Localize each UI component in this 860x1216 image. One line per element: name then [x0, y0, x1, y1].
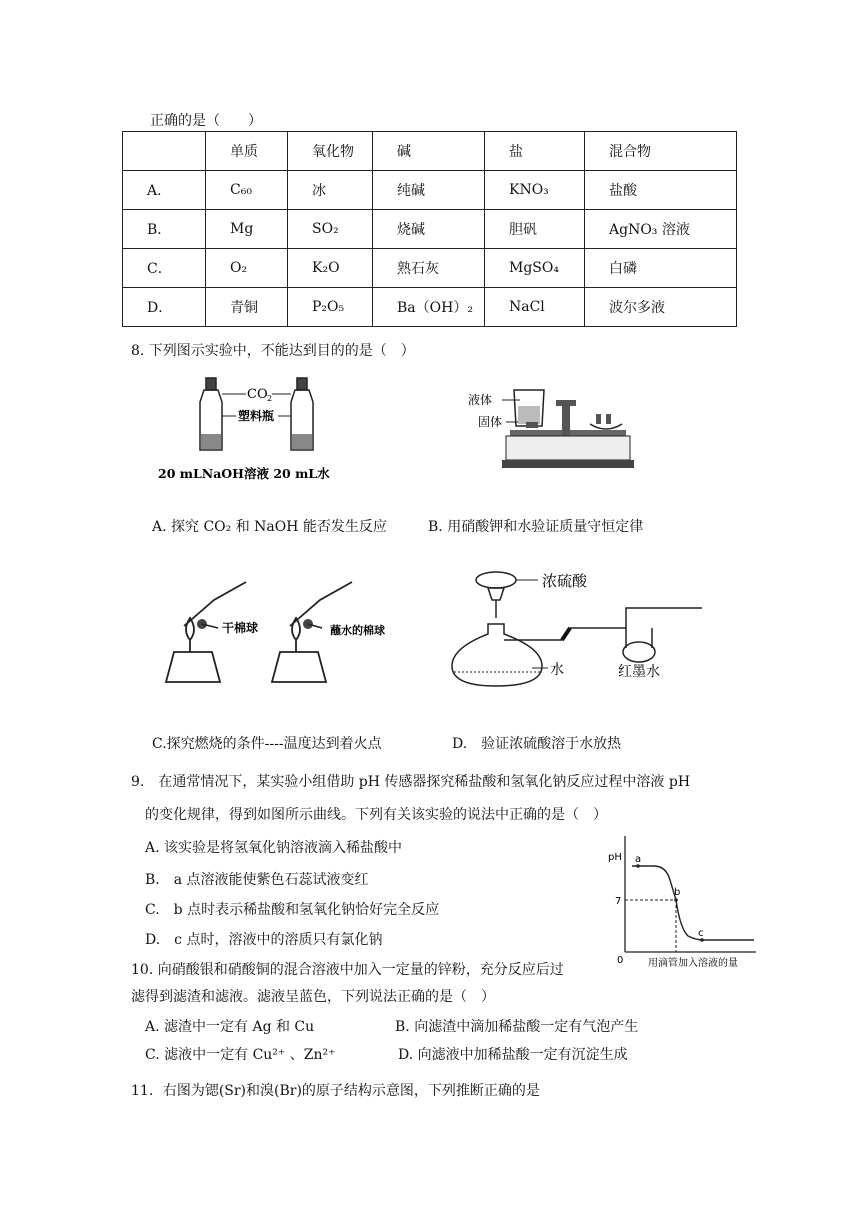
fig-a-bottle-label: 塑料瓶: [238, 409, 275, 423]
q9-option-c: C. b 点时表示稀盐酸和氢氧化钠恰好完全反应: [145, 902, 440, 918]
q8-option-b: B. 用硝酸钾和水验证质量守恒定律: [428, 519, 644, 535]
table-cell: 纯碱: [373, 171, 485, 210]
graph-point-b: b: [674, 887, 681, 898]
table-cell: 青铜: [206, 288, 288, 327]
table-header-cell: 单质: [206, 132, 288, 171]
fig-b-solid: 固体: [478, 415, 503, 429]
q9-option-b: B. a 点溶液能使紫色石蕊试液变红: [145, 872, 369, 888]
table-cell: O₂: [206, 249, 288, 288]
q8-option-c: C.探究燃烧的条件----温度达到着火点: [152, 736, 382, 752]
q9-option-a: A. 该实验是将氢氧化钠溶液滴入稀盐酸中: [145, 840, 403, 856]
table-cell: 盐酸: [585, 171, 737, 210]
graph-y-label: pH: [608, 852, 622, 863]
q9-option-d: D. c 点时，溶液中的溶质只有氯化钠: [145, 932, 383, 948]
table-cell: 熟石灰: [373, 249, 485, 288]
q10-option-c: C. 滤液中一定有 Cu²⁺ 、Zn²⁺: [145, 1047, 336, 1063]
fig-a-gas-sub: 2: [267, 394, 273, 403]
q8-stem: 8. 下列图示实验中，不能达到目的的是（ ）: [131, 343, 415, 359]
table-cell: Ba（OH）₂: [373, 288, 485, 327]
q7-lead: 正确的是（ ）: [150, 113, 262, 129]
ph-curve-graph: [604, 832, 760, 972]
table-cell: NaCl: [485, 288, 585, 327]
graph-point-a: a: [635, 854, 642, 865]
table-cell: 烧碱: [373, 210, 485, 249]
table-cell: Mg: [206, 210, 288, 249]
table-cell: MgSO₄: [485, 249, 585, 288]
table-header-cell: 氧化物: [288, 132, 373, 171]
table-cell: 冰: [288, 171, 373, 210]
table-row: [123, 288, 737, 327]
q10-stem-line1: 10. 向硝酸银和硝酸铜的混合溶液中加入一定量的锌粉，充分反应后过: [131, 962, 564, 978]
q10-option-b: B. 向滤渣中滴加稀盐酸一定有气泡产生: [395, 1019, 639, 1035]
fig-c-right-label: 蘸水的棉球: [330, 624, 385, 637]
table-cell: 白磷: [585, 249, 737, 288]
table-cell: A．: [123, 171, 206, 210]
table-header-cell: [123, 132, 206, 171]
graph-origin: 0: [617, 955, 624, 966]
table-row: [123, 171, 737, 210]
q8-option-d: D. 验证浓硫酸溶于水放热: [452, 736, 622, 752]
fig-d-water: 水: [550, 662, 564, 678]
graph-x-label: 用滴管加入溶液的量: [648, 958, 738, 969]
table-cell: C．: [123, 249, 206, 288]
table-header-cell: 盐: [485, 132, 585, 171]
table-cell: P₂O₅: [288, 288, 373, 327]
graph-point-c: c: [698, 928, 704, 939]
fig-d-acid: 浓硫酸: [542, 572, 588, 590]
fig-a-gas: CO: [247, 387, 268, 402]
fig-d-ink: 红墨水: [618, 664, 660, 680]
table-row: [123, 249, 737, 288]
graph-seven-label: 7: [615, 896, 622, 907]
table-cell: C₆₀: [206, 171, 288, 210]
table-cell: K₂O: [288, 249, 373, 288]
q9-stem-line1: 9. 在通常情况下，某实验小组借助 pH 传感器探究稀盐酸和氢氧化钠反应过程中溶液 pH: [131, 774, 691, 790]
table-cell: SO₂: [288, 210, 373, 249]
table-header-cell: 碱: [373, 132, 485, 171]
fig-a-bottom-label: 20 mLNaOH溶液 20 mL水: [158, 466, 330, 481]
fig-c-left-label: 干棉球: [222, 621, 259, 635]
figure-b-balance: [466, 378, 626, 478]
table-header-cell: 混合物: [585, 132, 737, 171]
q9-stem-line2: 的变化规律，得到如图所示曲线。下列有关该实验的说法中正确的是（ ）: [145, 807, 607, 823]
table-cell: 波尔多液: [585, 288, 737, 327]
table-cell: AgNO₃ 溶液: [585, 210, 737, 249]
figure-d-flask: [452, 568, 712, 692]
table-header-row: [123, 132, 737, 171]
fig-b-liquid: 液体: [468, 393, 493, 407]
q10-option-d: D. 向滤液中加稀盐酸一定有沉淀生成: [398, 1047, 628, 1063]
table-cell: B．: [123, 210, 206, 249]
q11-stem: 11．右图为锶(Sr)和溴(Br)的原子结构示意图，下列推断正确的是: [131, 1083, 540, 1099]
table-cell: 胆矾: [485, 210, 585, 249]
figure-a-bottles: [150, 368, 330, 486]
table-row: [123, 210, 737, 249]
q10-stem-line2: 滤得到滤渣和滤液。滤液呈蓝色，下列说法正确的是（ ）: [131, 989, 495, 1005]
q8-option-a: A. 探究 CO₂ 和 NaOH 能否发生反应: [152, 519, 387, 535]
table-cell: D．: [123, 288, 206, 327]
classification-table: [122, 131, 737, 327]
q10-option-a: A. 滤渣中一定有 Ag 和 Cu: [145, 1019, 315, 1035]
table-cell: KNO₃: [485, 171, 585, 210]
figure-c-lamps: [160, 572, 385, 688]
